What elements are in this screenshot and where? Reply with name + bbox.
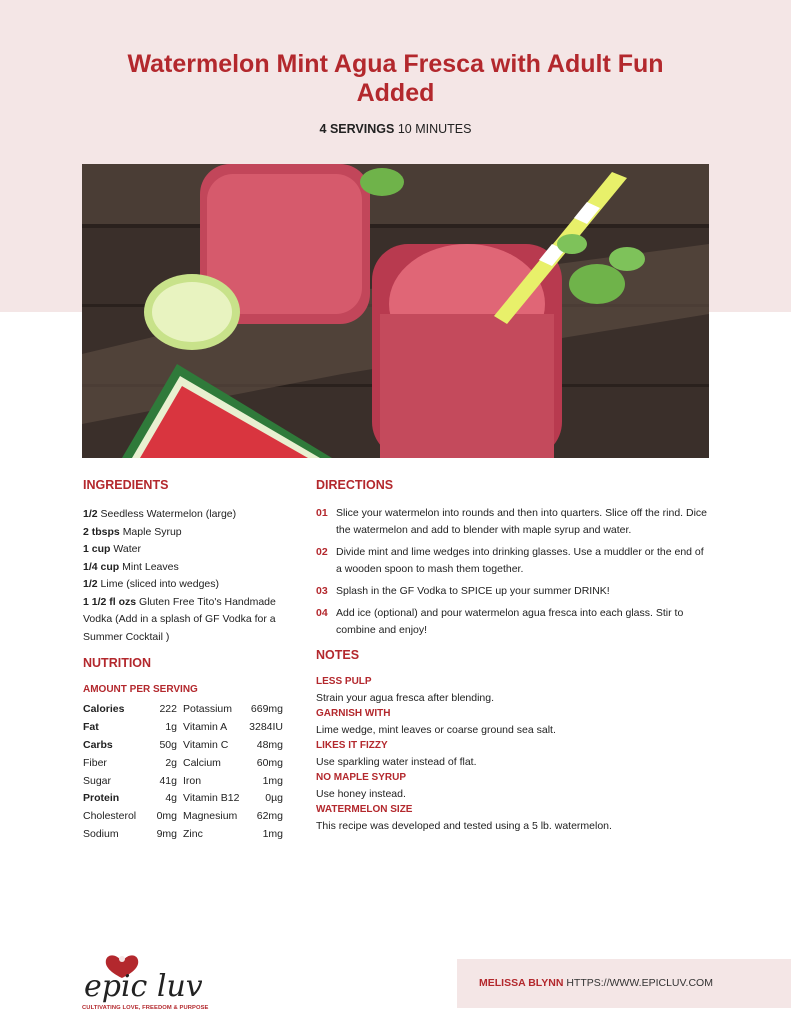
notes-heading: NOTES — [316, 648, 360, 662]
list-item: 1/2 Lime (sliced into wedges) — [83, 578, 219, 590]
footer-text — [479, 977, 713, 989]
table-row: Cholesterol 0mg Magnesium 62mg — [83, 810, 283, 823]
table-row: Calories 222 Potassium 669mg — [83, 702, 283, 715]
note-title: LIKES IT FIZZY — [316, 740, 388, 751]
note-title: WATERMELON SIZE — [316, 804, 413, 815]
ingredients-heading: INGREDIENTS — [83, 478, 169, 492]
author-name: MELISSA BLYNN — [479, 977, 564, 989]
servings: 4 SERVINGS — [319, 122, 395, 136]
list-item: 2 tbsps Maple Syrup — [83, 525, 182, 538]
logo-wordmark: epic luv — [84, 969, 202, 1004]
table-row: Fiber 2g Calcium 60mg — [83, 756, 283, 769]
list-item: 1/2 Seedless Watermelon (large) — [83, 508, 237, 520]
directions-list — [316, 505, 708, 644]
direction-step: 01 Slice your watermelon into rounds and then into quarters. Slice off the rind. Dice the watermelon and add to blender with maple syrup and water. — [316, 507, 708, 536]
recipe-title: Watermelon Mint Agua Fresca with Adult Fun Added — [127, 50, 664, 107]
direction-step: 02 Divide mint and lime wedges into drinking glasses. Use a muddler or the end of a wooden spoon to mash them together. — [316, 546, 704, 575]
recipe-meta — [0, 122, 791, 136]
note-title: GARNISH WITH — [316, 708, 391, 719]
note-title: LESS PULP — [316, 676, 372, 687]
ingredients-list — [83, 506, 293, 646]
notes-list — [316, 674, 708, 834]
note-body: This recipe was developed and tested using a 5 lb. watermelon. — [316, 820, 612, 832]
direction-step: 03 Splash in the GF Vodka to SPICE up your summer DRINK! — [316, 585, 610, 597]
nutrition-heading: NUTRITION — [83, 656, 152, 670]
note-body: Lime wedge, mint leaves or coarse ground sea salt. — [316, 724, 556, 736]
note-body: Strain your agua fresca after blending. — [316, 692, 495, 704]
table-row: Sodium 9mg Zinc 1mg — [83, 828, 283, 841]
brand-tagline: CULTIVATING LOVE, FREEDOM & PURPOSE — [82, 1005, 209, 1011]
table-row: Carbs 50g Vitamin C 48mg — [83, 738, 283, 751]
note-title: NO MAPLE SYRUP — [316, 772, 407, 783]
list-item: 1 cup Water — [83, 543, 141, 555]
table-row: Protein 4g Vitamin B12 0µg — [83, 792, 283, 805]
note-body: Use honey instead. — [316, 788, 406, 800]
table-row: Fat 1g Vitamin A 3284IU — [83, 720, 283, 733]
direction-step: 04 Add ice (optional) and pour watermelon agua fresca into each glass. Stir to combine and enjoy! — [316, 607, 684, 636]
footer-credit — [457, 959, 791, 1008]
table-row: Sugar 41g Iron 1mg — [83, 774, 283, 787]
note-body: Use sparkling water instead of flat. — [316, 756, 477, 768]
total-time: 10 MINUTES — [397, 122, 472, 136]
recipe-photo — [82, 164, 709, 458]
directions-heading: DIRECTIONS — [316, 478, 394, 492]
logo-artwork — [82, 948, 202, 1006]
drink-photo-illustration — [82, 164, 709, 458]
nutrition-subheading: AMOUNT PER SERVING — [83, 684, 198, 695]
list-item: 1 1/2 fl ozs Gluten Free Tito's Handmade Vodka (Add in a splash of GF Vodka for a Summer Cocktail ) — [83, 595, 276, 643]
list-item: 1/4 cup Mint Leaves — [83, 560, 179, 573]
nutrition-table — [83, 700, 283, 843]
website-link[interactable]: HTTPS://WWW.EPICLUV.COM — [566, 977, 713, 989]
